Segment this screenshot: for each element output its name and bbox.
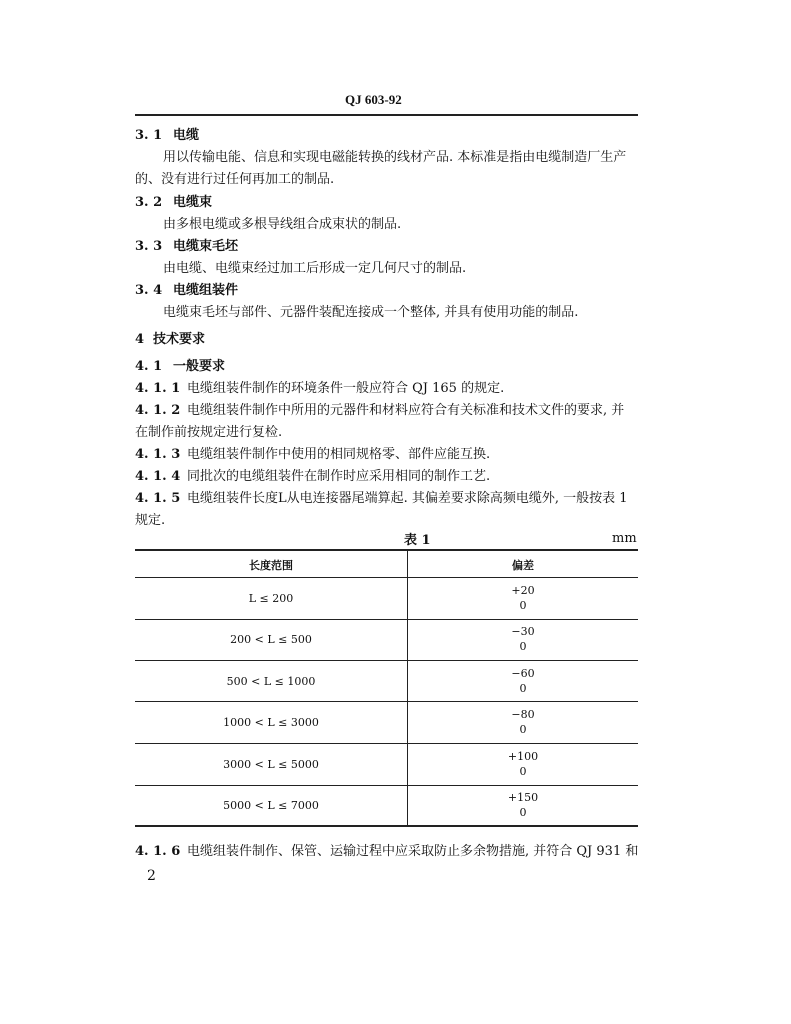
- table-cell-range: 3000 < L ≤ 5000: [223, 758, 319, 771]
- table-header-rule: [135, 577, 638, 578]
- header-rule: [135, 114, 638, 116]
- table-row-rule: [135, 619, 638, 620]
- table-row-rule: [135, 785, 638, 786]
- section-3-2-body: 由多根电缆或多根导线组合成束状的制品.: [163, 217, 402, 232]
- section-3-4-body: 电缆束毛坯与部件、元器件装配连接成一个整体, 并具有使用功能的制品.: [163, 305, 579, 320]
- table-cell-upper: −80: [511, 708, 535, 721]
- section-3-1-body-line-2: 的、没有进行过任何再加工的制品.: [135, 172, 335, 187]
- clause-4-1-1: 4. 1. 1 电缆组装件制作的环境条件一般应符合 QJ 165 的规定.: [135, 381, 505, 396]
- table-caption: 表 1: [404, 533, 431, 548]
- section-4-1-heading: 4. 1 一般要求: [135, 359, 226, 374]
- section-3-3-body: 由电缆、电缆束经过加工后形成一定几何尺寸的制品.: [163, 261, 467, 276]
- page-number: 2: [147, 868, 156, 884]
- table-cell-range: 200 < L ≤ 500: [230, 633, 312, 646]
- table-cell-upper: −30: [511, 625, 535, 638]
- table-cell-upper: −60: [511, 667, 535, 680]
- section-3-2-heading: 3. 2 电缆束: [135, 195, 213, 210]
- table-cell-lower: 0: [519, 806, 527, 819]
- table-top-rule: [135, 549, 638, 551]
- table-cell-range: 1000 < L ≤ 3000: [223, 716, 319, 729]
- chapter-4-heading: 4 技术要求: [135, 332, 206, 347]
- table-cell-lower: 0: [519, 640, 527, 653]
- table-row-rule: [135, 660, 638, 661]
- header-code: QJ 603-92: [345, 92, 402, 107]
- table-cell-range: 5000 < L ≤ 7000: [223, 799, 319, 812]
- clause-4-1-4: 4. 1. 4 同批次的电缆组装件在制作时应采用相同的制作工艺.: [135, 469, 491, 484]
- clause-4-1-3: 4. 1. 3 电缆组装件制作中使用的相同规格零、部件应能互换.: [135, 447, 491, 462]
- table-header-range: 长度范围: [249, 559, 293, 572]
- table-row-rule: [135, 701, 638, 702]
- table-cell-range: L ≤ 200: [248, 592, 294, 605]
- section-3-1-heading: 3. 1 电缆: [135, 128, 200, 143]
- clause-4-1-6: 4. 1. 6 电缆组装件制作、保管、运输过程中应采取防止多余物措施, 并符合 QJ 931 和: [135, 844, 639, 859]
- clause-4-1-2-line-2: 在制作前按规定进行复检.: [135, 425, 283, 440]
- table-cell-upper: +20: [511, 584, 535, 597]
- section-3-4-heading: 3. 4 电缆组装件: [135, 283, 239, 298]
- table-cell-upper: +100: [507, 750, 539, 763]
- table-unit: mm: [612, 531, 637, 546]
- table-cell-lower: 0: [519, 765, 527, 778]
- table-cell-lower: 0: [519, 599, 527, 612]
- section-3-1-body-line-1: 用以传输电能、信息和实现电磁能转换的线材产品. 本标准是指由电缆制造厂生产: [163, 150, 627, 165]
- table-cell-range: 500 < L ≤ 1000: [226, 675, 316, 688]
- clause-4-1-5: 4. 1. 5 电缆组装件长度L从电连接器尾端算起. 其偏差要求除高频电缆外, 一般按表 1: [135, 491, 628, 506]
- table-row-rule: [135, 743, 638, 744]
- table-cell-lower: 0: [519, 723, 527, 736]
- clause-4-1-2: 4. 1. 2 电缆组装件制作中所用的元器件和材料应符合有关标准和技术文件的要求, 并: [135, 403, 625, 418]
- clause-4-1-5-line-2: 规定.: [135, 513, 166, 528]
- table-cell-upper: +150: [507, 791, 539, 804]
- table-bottom-rule: [135, 825, 638, 827]
- table-cell-lower: 0: [519, 682, 527, 695]
- section-3-3-heading: 3. 3 电缆束毛坯: [135, 239, 239, 254]
- table-header-deviation: 偏差: [512, 559, 534, 572]
